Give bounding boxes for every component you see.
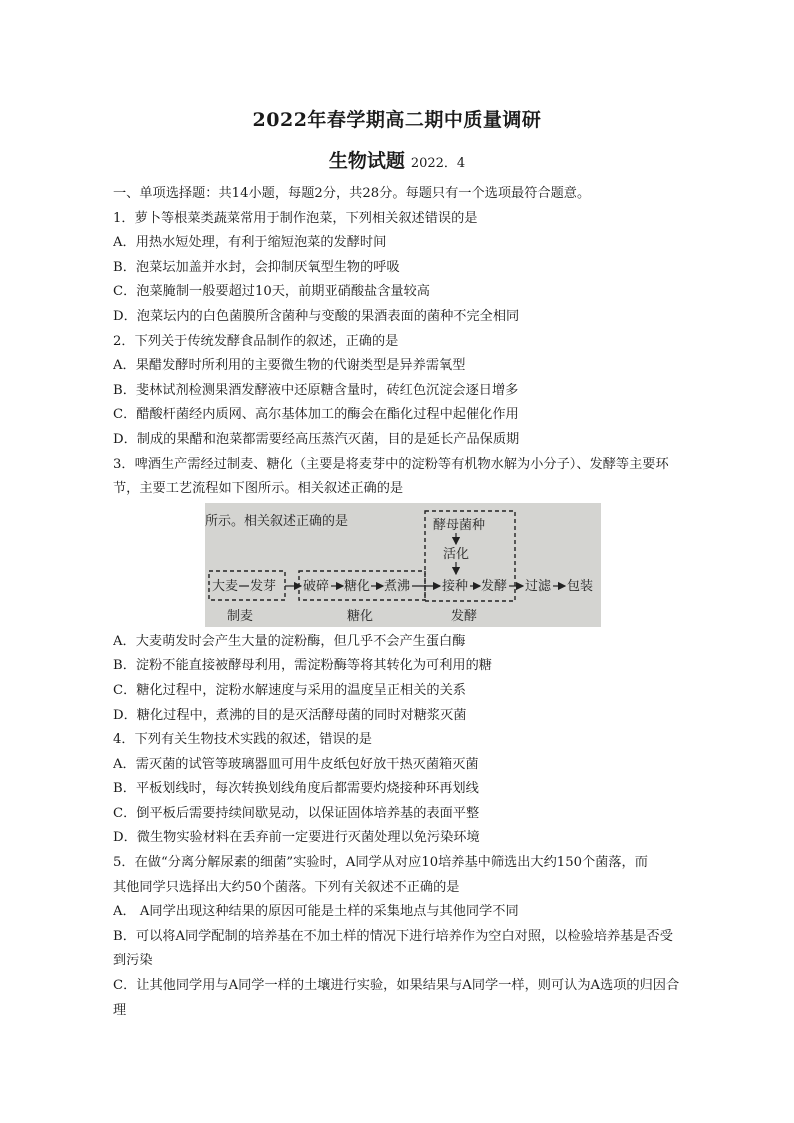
node-germinate: 发芽 — [250, 578, 277, 594]
q4-stem: 4．下列有关生物技术实践的叙述，错误的是 — [113, 732, 372, 748]
brewing-flowchart-figure — [205, 503, 601, 627]
node-ferment: 发酵 — [481, 578, 508, 594]
q5-option-c: C．让其他同学用与A同学一样的土壤进行实验，如果结果与A同学一样，则可认为A选项的归因合理 — [113, 978, 680, 1018]
q3-stem-line1: 3．啤酒生产需经过制麦、糖化（主要是将麦芽中的淀粉等有机物水解为小分子）、发酵等主要环 — [113, 456, 669, 472]
q2-stem: 2．下列关于传统发酵食品制作的叙述，正确的是 — [113, 333, 399, 349]
q5-stem-line1: 5．在做“分离分解尿素的细菌”实验时，A同学从对应10培养基中筛选出大约150个菌落，而 — [113, 855, 648, 871]
section-heading: 一、单项选择题：共14小题，每题2分，共28分。每题只有一个选项最符合题意。 — [113, 186, 591, 201]
stage-label-fermentation: 发酵 — [451, 608, 478, 624]
figure-caption-fragment: 所示。相关叙述正确的是 — [205, 513, 349, 529]
q2-option-d: D．制成的果醋和泡菜都需要经高压蒸汽灭菌，目的是延长产品保质期 — [113, 431, 520, 447]
q2-option-c: C．醋酸杆菌经内质网、高尔基体加工的酶会在酯化过程中起催化作用 — [113, 407, 519, 423]
stage-label-malting: 制麦 — [227, 608, 254, 624]
q4-option-c: C．倒平板后需要持续间歇晃动，以保证固体培养基的表面平整 — [113, 805, 480, 821]
q4-option-a: A．需灭菌的试管等玻璃器皿可用牛皮纸包好放干热灭菌箱灭菌 — [113, 756, 479, 772]
node-filter: 过滤 — [525, 578, 552, 594]
q3-option-b: B．淀粉不能直接被酵母利用，需淀粉酶等将其转化为可利用的糖 — [113, 658, 492, 674]
exam-subtitle — [0, 146, 794, 173]
q5-option-a: A． A同学出现这种结果的原因可能是土样的采集地点与其他同学不同 — [113, 904, 519, 920]
node-yeast: 酵母菌种 — [433, 517, 486, 533]
q4-option-d: D．微生物实验材料在丢弃前一定要进行灭菌处理以免污染环境 — [113, 830, 480, 846]
q1-option-c: C．泡菜腌制一般要超过10天，前期亚硝酸盐含量较高 — [113, 284, 430, 300]
exam-title: 2022年春学期高二期中质量调研 — [252, 109, 542, 131]
exam-content — [113, 182, 683, 1023]
node-barley: 大麦 — [212, 578, 239, 594]
node-activate: 活化 — [443, 546, 470, 562]
q3-option-d: D．糖化过程中，煮沸的目的是灭活酵母菌的同时对糖浆灭菌 — [113, 707, 467, 723]
node-package: 包装 — [567, 578, 594, 594]
q1-option-a: A．用热水短处理，有利于缩短泡菜的发酵时间 — [113, 235, 387, 251]
q5-option-b: B．可以将A同学配制的培养基在不加土样的情况下进行培养作为空白对照，以检验培养基是否受到污染 — [113, 928, 673, 969]
q2-option-a: A．果醋发酵时所利用的主要微生物的代谢类型是异养需氧型 — [113, 358, 466, 374]
q2-option-b: B．斐林试剂检测果酒发酵液中还原糖含量时，砖红色沉淀会逐日增多 — [113, 382, 519, 398]
exam-date: 2022．4 — [410, 156, 466, 171]
q3-option-c: C．糖化过程中，淀粉水解速度与采用的温度呈正相关的关系 — [113, 682, 466, 698]
q5-stem-line2: 其他同学只选择出大约50个菌落。下列有关叙述不正确的是 — [113, 879, 460, 895]
q4-option-b: B．平板划线时，每次转换划线角度后都需要灼烧接种环再划线 — [113, 781, 479, 797]
node-crush: 破碎 — [303, 578, 330, 594]
node-boil: 煮沸 — [384, 578, 411, 594]
q3-option-a: A．大麦萌发时会产生大量的淀粉酶，但几乎不会产生蛋白酶 — [113, 633, 466, 649]
node-inoculate: 接种 — [442, 578, 469, 594]
q1-option-d: D．泡菜坛内的白色菌膜所含菌种与变酸的果酒表面的菌种不完全相同 — [113, 308, 520, 324]
q1-option-b: B．泡菜坛加盖并水封，会抑制厌氧型生物的呼吸 — [113, 259, 400, 275]
q3-stem-line2: 节，主要工艺流程如下图所示。相关叙述正确的是 — [113, 481, 404, 497]
node-saccharify: 糖化 — [344, 578, 371, 594]
stage-label-saccharification: 糖化 — [347, 608, 374, 624]
q1-stem: 1．萝卜等根菜类蔬菜常用于制作泡菜，下列相关叙述错误的是 — [113, 210, 478, 226]
subject-title: 生物试题 — [328, 150, 405, 172]
